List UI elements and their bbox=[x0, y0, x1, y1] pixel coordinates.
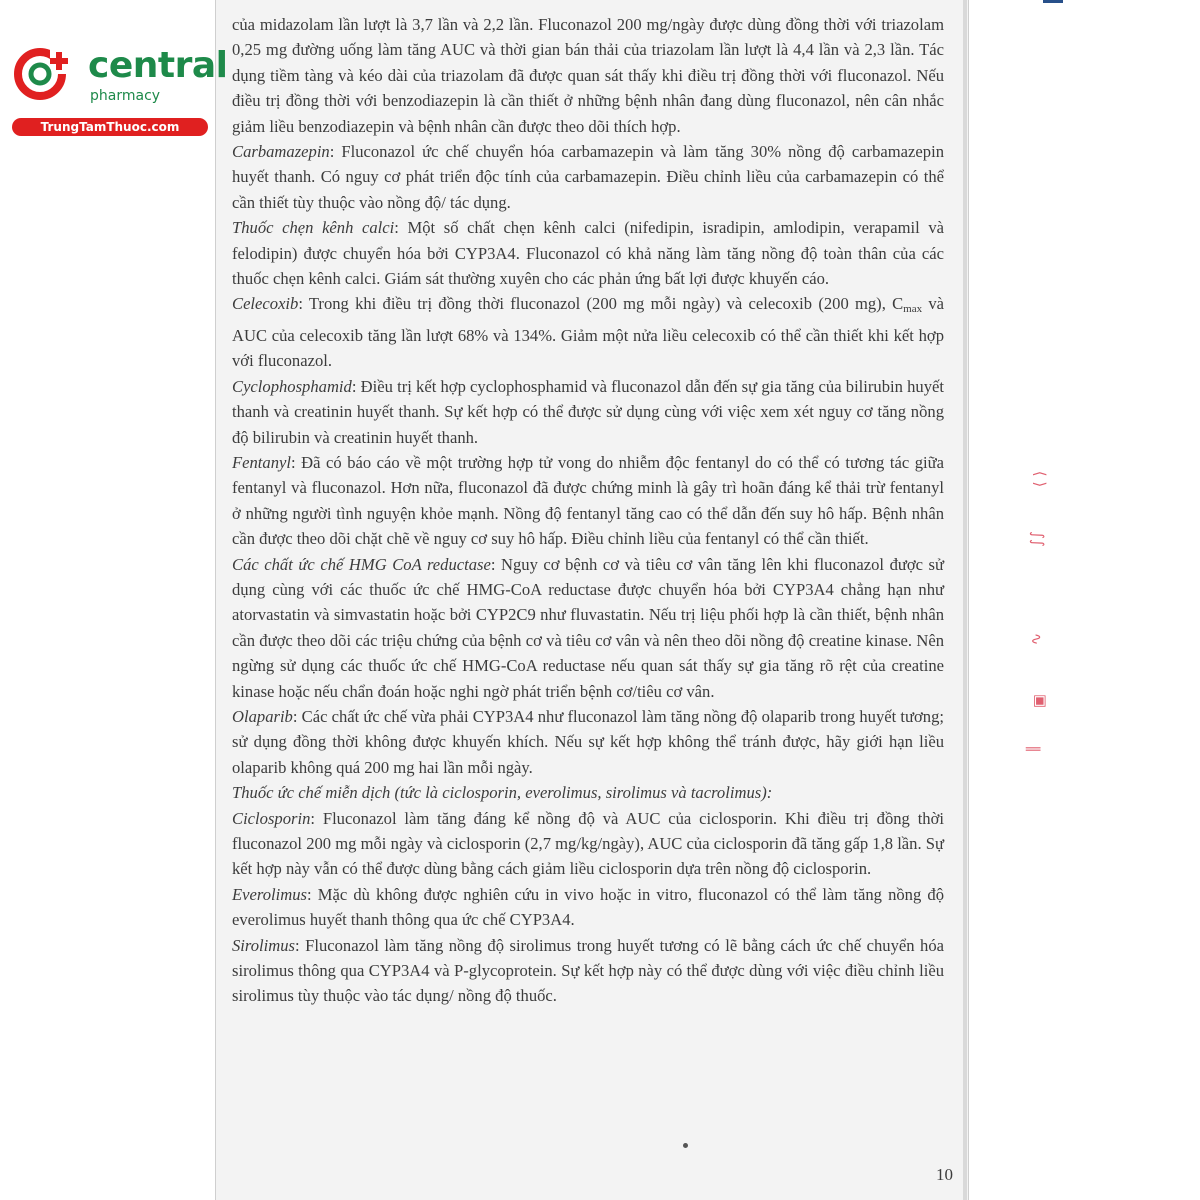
document-body bbox=[232, 12, 944, 1009]
paragraph-fentanyl: Fentanyl: Đã có báo cáo về một trường hợp tử vong do nhiễm độc fentanyl do có thể có tương tác giữa fentanyl và fluconazol. Hơn nữa, fluconazol đã được chứng minh là gây trì hoãn đáng kể thải trừ fentanyl ở những người tình nguyện khỏe mạnh. Nồng độ fentanyl tăng cao có thể dẫn đến suy hô hấp. Bệnh nhân cần được theo dõi chặt chẽ về nguy cơ suy hô hấp. Điều chỉnh liều của fentanyl có thể cần thiết. bbox=[232, 452, 944, 549]
logo-website: TrungTamThuoc.com bbox=[12, 118, 208, 136]
paragraph-0: của midazolam lần lượt là 3,7 lần và 2,2 lần. Fluconazol 200 mg/ngày được dùng đồng thời với triazolam 0,25 mg đường uống làm tăng AUC và thời gian bán thải của triazolam lần lượt là 4,4 lần và 2,3 lần. Tác dụng tiềm tàng và kéo dài của triazolam đã được quan sát thấy khi điều trị đồng thời với fluconazol. Nếu điều trị đồng thời với benzodiazepin là cần thiết ở những bệnh nhân đang dùng fluconazol, nên cân nhắc giảm liều benzodiazepin và bệnh nhân cần được theo dõi thích hợp. bbox=[232, 15, 944, 136]
paragraph-sirolimus: Sirolimus: Fluconazol làm tăng nồng độ sirolimus trong huyết tương có lẽ bằng cách ức chế chuyển hóa sirolimus thông qua CYP3A4 và P-glycoprotein. Sự kết hợp này có thể được dùng với việc điều chỉnh liều sirolimus tùy thuộc vào tác dụng/ nồng độ thuốc. bbox=[232, 935, 944, 1006]
logo-name: central bbox=[88, 45, 228, 86]
top-edge-mark bbox=[1043, 0, 1063, 3]
logo-subtitle: pharmacy bbox=[90, 88, 161, 104]
paragraph-immunosuppressants: Thuốc ức chế miễn dịch (tức là ciclosporin, everolimus, sirolimus và tacrolimus): bbox=[232, 783, 773, 803]
side-stamp-mark: ∥ bbox=[1024, 745, 1043, 753]
paragraph-calci: Thuốc chẹn kênh calci: Một số chất chẹn kênh calci (nifedipin, isradipin, amlodipin, verapamil và felodipin) được chuyển hóa bởi CYP3A4. Fluconazol có khả năng làm tăng nồng độ toàn thân của các thuốc chẹn kênh calci. Giám sát thường xuyên cho các phản ứng bất lợi được khuyến cáo. bbox=[232, 218, 944, 289]
paragraph-cyclophosphamid: Cyclophosphamid: Điều trị kết hợp cyclophosphamid và fluconazol dẫn đến sự gia tăng của bilirubin huyết thanh và creatinin huyết thanh. Sự kết hợp có thể được sử dụng cùng với việc xem xét nguy cơ tăng nồng độ bilirubin và creatinin huyết thanh. bbox=[232, 376, 944, 447]
paragraph-ciclosporin: Ciclosporin: Fluconazol làm tăng đáng kể nồng độ và AUC của ciclosporin. Khi điều trị đồng thời fluconazol 200 mg mỗi ngày và ciclosporin (2,7 mg/kg/ngày), AUC của ciclosporin đã tăng gấp 1,8 lần. Sự kết hợp này vẫn có thể được dùng bằng cách giảm liều ciclosporin dựa trên nồng độ ciclosporin. bbox=[232, 808, 944, 879]
page-dot bbox=[683, 1143, 688, 1148]
page-edge bbox=[963, 0, 967, 1200]
side-stamp-mark: ▣ bbox=[1032, 693, 1051, 709]
page-number: 10 bbox=[936, 1165, 953, 1184]
paragraph-olaparib: Olaparib: Các chất ức chế vừa phải CYP3A4 như fluconazol làm tăng nồng độ olaparib trong huyết tương; sử dụng đồng thời không được khuyến khích. Nếu sự kết hợp không thể tránh được, hãy giới hạn liều olaparib không quá 200 mg hai lần mỗi ngày. bbox=[232, 706, 944, 777]
paragraph-carbamazepin: Carbamazepin: Fluconazol ức chế chuyển hóa carbamazepin và làm tăng 30% nồng độ carbamazepin huyết thanh. Có nguy cơ phát triển độc tính của carbamazepin. Điều chỉnh liều của carbamazepin có thể cần thiết tùy thuộc vào nồng độ/ tác dụng. bbox=[232, 142, 944, 212]
paragraph-everolimus: Everolimus: Mặc dù không được nghiên cứu in vivo hoặc in vitro, fluconazol có thể làm tăng nồng độ everolimus huyết thanh thông qua ức chế CYP3A4. bbox=[232, 884, 944, 930]
paragraph-hmg-coa: Các chất ức chế HMG CoA reductase: Nguy cơ bệnh cơ và tiêu cơ vân tăng lên khi fluconazol được sử dụng cùng với các thuốc ức chế HMG-CoA reductase được chuyển hóa bởi CYP3A4 chẳng hạn như atorvastatin và simvastatin hoặc bởi CYP2C9 như fluvastatin. Nếu trị liệu phối hợp là cần thiết, bệnh nhân cần được theo dõi các triệu chứng của bệnh cơ và tiêu cơ vân và nên theo dõi nồng độ creatine kinase. Nên ngừng sử dụng các thuốc ức chế HMG-CoA reductase nếu quan sát thấy sự gia tăng rõ rệt của creatine kinase hoặc nếu chẩn đoán hoặc nghi ngờ phát triển bệnh cơ/tiêu cơ vân. bbox=[232, 554, 944, 701]
side-stamp-mark: ∿ bbox=[1027, 632, 1046, 646]
logo-c-plus-icon bbox=[12, 42, 74, 104]
central-pharmacy-logo[interactable] bbox=[10, 36, 228, 136]
side-stamp-mark: ∫∫ bbox=[1028, 531, 1047, 547]
side-stamp-mark: ⟨ ⟩ bbox=[1031, 470, 1050, 488]
paragraph-celecoxib: Celecoxib: Trong khi điều trị đồng thời fluconazol (200 mg mỗi ngày) và celecoxib (200 mg), $C_{max}$ và AUC của celecoxib tăng lần lượt 68% và 134%. Giảm một nửa liều celecoxib có thể cần thiết khi kết hợp với fluconazol. bbox=[232, 294, 945, 371]
